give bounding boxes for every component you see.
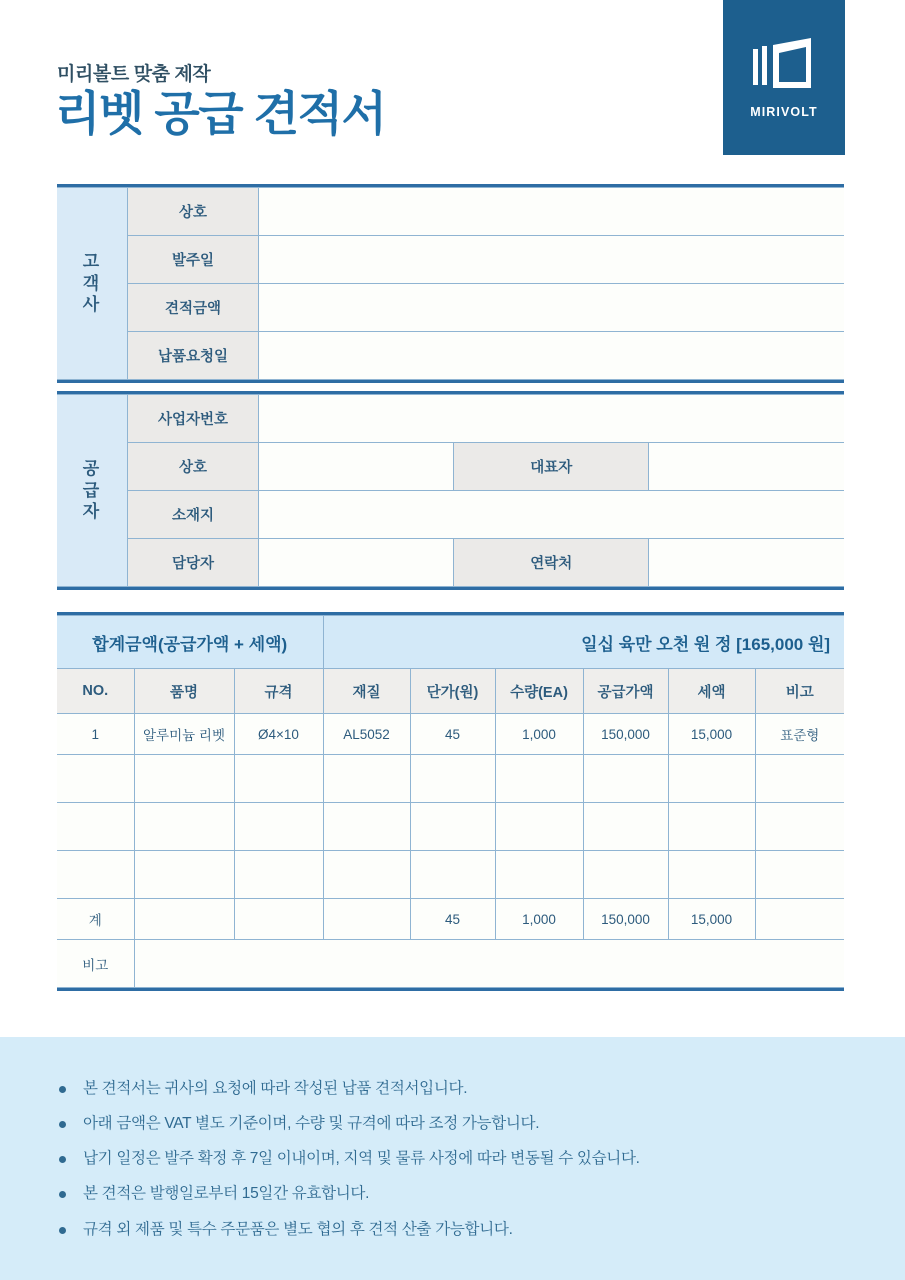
cell-tax[interactable] (668, 803, 755, 851)
field-value-quote-amount[interactable] (259, 284, 845, 332)
column-header-unit-price: 단가(원) (410, 669, 495, 714)
cell-remark[interactable] (755, 803, 844, 851)
column-header-tax: 세액 (668, 669, 755, 714)
cell-qty[interactable] (495, 803, 583, 851)
sum-name (134, 899, 234, 940)
field-label-contact-person: 담당자 (128, 539, 259, 587)
notes-band (0, 1037, 905, 1280)
sum-spec (234, 899, 323, 940)
sum-qty: 1,000 (495, 899, 583, 940)
sum-row (57, 899, 844, 940)
customer-side-label (57, 188, 128, 380)
table-row (57, 539, 844, 587)
cell-supply-amount[interactable] (583, 755, 668, 803)
field-value-phone[interactable] (649, 539, 844, 587)
cell-material[interactable] (323, 803, 410, 851)
field-value-company-name[interactable] (259, 188, 845, 236)
side-label-char: 사 (82, 295, 102, 315)
table-row-empty (57, 851, 844, 899)
cell-unit-price[interactable] (410, 803, 495, 851)
sum-material (323, 899, 410, 940)
building-logo-icon (751, 36, 817, 94)
field-label-business-number: 사업자번호 (128, 395, 259, 443)
cell-remark[interactable]: 표준형 (755, 714, 844, 755)
document-header (0, 0, 905, 175)
items-header-row (57, 669, 844, 714)
cell-spec[interactable] (234, 851, 323, 899)
cell-no[interactable] (57, 851, 134, 899)
field-label-order-date: 발주일 (128, 236, 259, 284)
customer-info-table (57, 184, 844, 383)
grand-total-value: 일십 육만 오천 원 정 [165,000 원] (323, 616, 844, 669)
sum-remark (755, 899, 844, 940)
table-row (57, 443, 844, 491)
side-label-char: 공 (82, 458, 102, 478)
side-label-char: 급 (82, 480, 102, 500)
field-label-address: 소재지 (128, 491, 259, 539)
footnote-label: 비고 (57, 940, 134, 988)
field-label-representative: 대표자 (454, 443, 649, 491)
cell-tax[interactable] (668, 851, 755, 899)
list-item: 본 견적서는 귀사의 요청에 따라 작성된 납품 견적서입니다. (56, 1079, 640, 1099)
column-header-name: 품명 (134, 669, 234, 714)
column-header-remark: 비고 (755, 669, 844, 714)
table-row (57, 332, 844, 380)
field-value-address[interactable] (259, 491, 845, 539)
cell-unit-price[interactable] (410, 851, 495, 899)
cell-material[interactable]: AL5052 (323, 714, 410, 755)
footnote-value[interactable] (134, 940, 844, 988)
cell-remark[interactable] (755, 851, 844, 899)
field-value-delivery-request-date[interactable] (259, 332, 845, 380)
footnote-row (57, 940, 844, 988)
supplier-info-table (57, 391, 844, 590)
field-value-contact-person[interactable] (259, 539, 454, 587)
cell-spec[interactable] (234, 755, 323, 803)
items-table (57, 612, 844, 991)
table-row (57, 284, 844, 332)
logo-wordmark: MIRIVOLT (750, 105, 818, 119)
sum-label: 계 (57, 899, 134, 940)
list-item: 납기 일정은 발주 확정 후 7일 이내이며, 지역 및 물류 사정에 따라 변동될 수 있습니다. (56, 1149, 640, 1169)
supplier-side-label (57, 395, 128, 587)
cell-remark[interactable] (755, 755, 844, 803)
cell-no[interactable]: 1 (57, 714, 134, 755)
table-row-empty (57, 755, 844, 803)
field-value-business-number[interactable] (259, 395, 845, 443)
table-row (57, 236, 844, 284)
cell-qty[interactable]: 1,000 (495, 714, 583, 755)
field-value-supplier-company-name[interactable] (259, 443, 454, 491)
table-row-empty (57, 803, 844, 851)
cell-spec[interactable] (234, 803, 323, 851)
grand-total-label: 합계금액(공급가액 + 세액) (57, 616, 323, 669)
cell-no[interactable] (57, 803, 134, 851)
cell-name[interactable] (134, 803, 234, 851)
side-label-char: 객 (82, 273, 102, 293)
field-value-order-date[interactable] (259, 236, 845, 284)
notes-list (56, 1079, 640, 1255)
page-title: 리벳 공급 견적서 (55, 87, 386, 140)
document-subtitle: 미리볼트 맞춤 제작 (57, 64, 211, 85)
cell-material[interactable] (323, 851, 410, 899)
column-header-spec: 규격 (234, 669, 323, 714)
cell-supply-amount[interactable]: 150,000 (583, 714, 668, 755)
cell-unit-price[interactable] (410, 755, 495, 803)
cell-supply-amount[interactable] (583, 851, 668, 899)
field-label-supplier-company-name: 상호 (128, 443, 259, 491)
column-header-qty: 수량(EA) (495, 669, 583, 714)
sum-supply-amount: 150,000 (583, 899, 668, 940)
list-item: 본 견적은 발행일로부터 15일간 유효합니다. (56, 1184, 640, 1204)
table-row (57, 491, 844, 539)
column-header-material: 재질 (323, 669, 410, 714)
field-label-delivery-request-date: 납품요청일 (128, 332, 259, 380)
field-label-phone: 연락처 (454, 539, 649, 587)
table-row (57, 188, 844, 236)
column-header-no: NO. (57, 669, 134, 714)
cell-material[interactable] (323, 755, 410, 803)
field-label-quote-amount: 견적금액 (128, 284, 259, 332)
cell-tax[interactable]: 15,000 (668, 714, 755, 755)
cell-name[interactable] (134, 851, 234, 899)
cell-unit-price[interactable]: 45 (410, 714, 495, 755)
side-label-char: 고 (82, 251, 102, 271)
cell-spec[interactable]: Ø4×10 (234, 714, 323, 755)
cell-name[interactable]: 알루미늄 리벳 (134, 714, 234, 755)
side-label-char: 자 (82, 502, 102, 522)
cell-no[interactable] (57, 755, 134, 803)
cell-qty[interactable] (495, 755, 583, 803)
table-row (57, 395, 844, 443)
field-label-company-name: 상호 (128, 188, 259, 236)
company-logo-block (723, 0, 845, 155)
cell-qty[interactable] (495, 851, 583, 899)
field-value-representative[interactable] (649, 443, 844, 491)
cell-tax[interactable] (668, 755, 755, 803)
cell-name[interactable] (134, 755, 234, 803)
table-row (57, 714, 844, 755)
list-item: 규격 외 제품 및 특수 주문품은 별도 협의 후 견적 산출 가능합니다. (56, 1220, 640, 1240)
total-row (57, 616, 844, 669)
column-header-supply-amount: 공급가액 (583, 669, 668, 714)
list-item: 아래 금액은 VAT 별도 기준이며, 수량 및 규격에 따라 조정 가능합니다. (56, 1114, 640, 1134)
sum-unit-price: 45 (410, 899, 495, 940)
cell-supply-amount[interactable] (583, 803, 668, 851)
sum-tax: 15,000 (668, 899, 755, 940)
